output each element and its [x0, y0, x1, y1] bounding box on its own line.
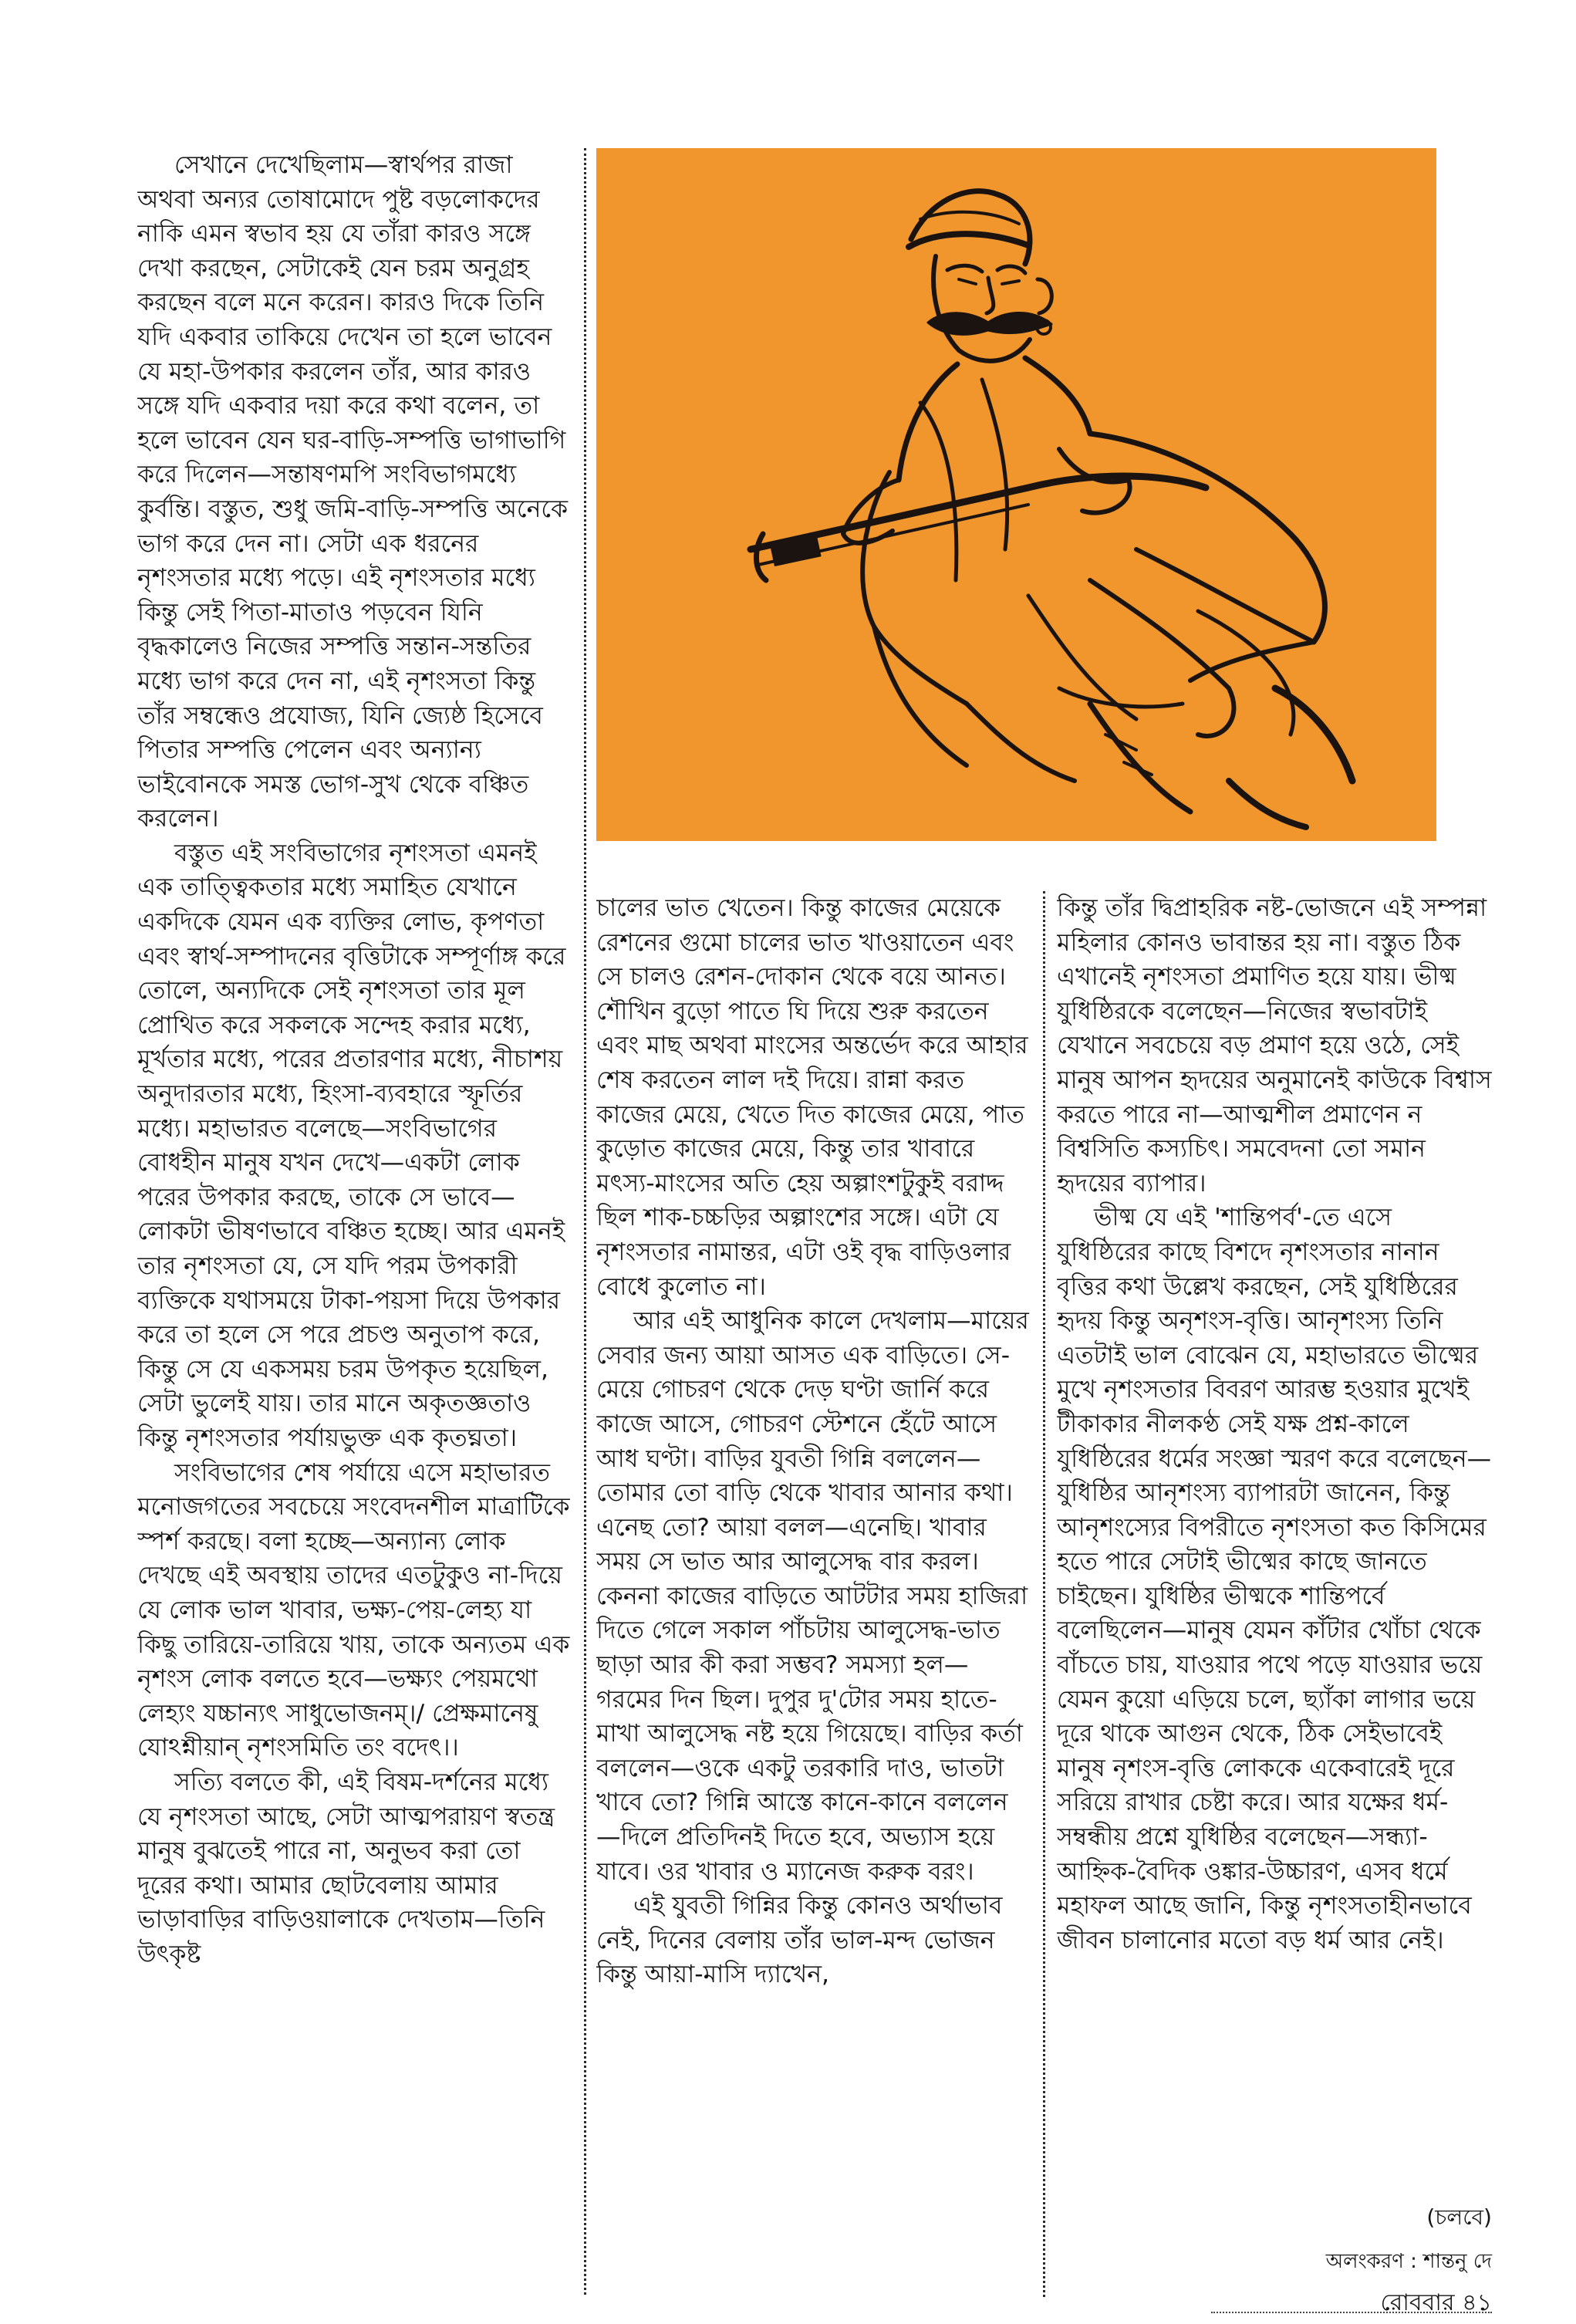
illustration-credit: অলংকরণ : শান্তনু দে — [1325, 2250, 1492, 2273]
article-column-1 — [137, 148, 574, 2295]
column-divider-1 — [584, 148, 586, 2295]
paragraph: এই যুবতী গিন্নির কিন্তু কোনও অর্থাভাব নেই, দিনের বেলায় তাঁর ভাল-মন্দ ভোজন কিন্তু আয়া-মাসি দ্যাখেন, — [596, 1892, 1003, 1989]
illustration-background — [596, 148, 1436, 841]
article-column-3 — [1057, 891, 1492, 2203]
paragraph: ভীষ্ম যে এই 'শান্তিপর্ব'-তে এসে যুধিষ্ঠিরের কাছে বিশদে নৃশংসতার নানান বৃত্তির কথা উল্লেখ করছেন, সেই যুধিষ্ঠিরের হৃদয় কিন্তু অনৃশংস-বৃত্তি। আনৃশংস্য তিনি এতটাই ভাল বোঝেন যে, মহাভারতে ভীষ্মের মুখে নৃশংসতার বিবরণ আরম্ভ হওয়ার মুখেই টীকাকার নীলকণ্ঠ সেই যক্ষ প্রশ্ন-কালে যুধিষ্ঠিরের ধর্মের সংজ্ঞা স্মরণ করে বলেছেন—যুধিষ্ঠির আনৃশংস্য ব্যাপারটা জানেন, কিন্তু আনৃশংস্যের বিপরীতে নৃশংসতা কত কিসিমের হতে পারে সেটাই ভীষ্মের কাছে জানতে চাইছেন। যুধিষ্ঠির ভীষ্মকে শান্তিপর্বে বলেছিলেন—মানুষ যেমন কাঁটার খোঁচা থেকে বাঁচতে চায়, যাওয়ার পথে পড়ে যাওয়ার ভয়ে যেমন কুয়ো এড়িয়ে চলে, ছ্যাঁকা লাগার ভয়ে দূরে থাকে আগুন থেকে, ঠিক সেইভাবেই মানুষ নৃশংস-বৃত্তি লোককে একেবারেই দূরে সরিয়ে রাখার চেষ্টা করে। আর যক্ষের ধর্ম-সম্বন্ধীয় প্রশ্নে যুধিষ্ঠির বলেছেন—সন্ধ্যা-আহ্নিক-বৈদিক ওঙ্কার-উচ্চারণ, এসব ধর্মে মহাফল আছে জানি, কিন্তু নৃশংসতাহীনভাবে জীবন চালানোর মতো বড় ধর্ম আর নেই। — [1057, 1204, 1492, 1954]
article-column-2 — [596, 891, 1031, 2297]
paragraph: সত্যি বলতে কী, এই বিষম-দর্শনের মধ্যে যে নৃশংসতা আছে, সেটা আত্মপরায়ণ স্বতন্ত্র মানুষ বুঝতেই পারে না, অনুভব করা তো দূরের কথা। আমার ছোটবেলায় আমার ভাড়াবাড়ির বাড়িওয়ালাকে দেখতাম—তিনি উৎকৃষ্ট — [137, 1768, 555, 1968]
paragraph: সেখানে দেখেছিলাম—স্বার্থপর রাজা অথবা অন্যর তোষামোদে পুষ্ট বড়লোকদের নাকি এমন স্বভাব হয় যে তাঁরা কারও সঙ্গে দেখা করছেন, সেটাকেই যেন চরম অনুগ্রহ করছেন বলে মনে করেন। কারও দিকে তিনি যদি একবার তাকিয়ে দেখেন তা হলে ভাবেন যে মহা-উপকার করলেন তাঁর, আর কারও সঙ্গে যদি একবার দয়া করে কথা বলেন, তা হলে ভাবেন যেন ঘর-বাড়ি-সম্পত্তি ভাগাভাগি করে দিলেন—সন্তাষণমপি সংবিভাগমধ্যে কুর্বন্তি। বস্তুত, শুধু জমি-বাড়ি-সম্পত্তি অনেকে ভাগ করে দেন না। সেটা এক ধরনের নৃশংসতার মধ্যে পড়ে। এই নৃশংসতার মধ্যে কিন্তু সেই পিতা-মাতাও পড়বেন যিনি বৃদ্ধকালেও নিজের সম্পত্তি সন্তান-সন্ততির মধ্যে ভাগ করে দেন না, এই নৃশংসতা কিন্তু তাঁর সম্বন্ধেও প্রযোজ্য, যিনি জ্যেষ্ঠ হিসেবে পিতার সম্পত্তি পেলেন এবং অন্যান্য ভাইবোনকে সমস্ত ভোগ-সুখ থেকে বঞ্চিত করলেন। — [137, 151, 569, 833]
paragraph: সংবিভাগের শেষ পর্যায়ে এসে মহাভারত মনোজগতের সবচেয়ে সংবেদনশীল মাত্রাটিকে স্পর্শ করছে। বলা হচ্ছে—অন্যান্য লোক দেখছে এই অবস্থায় তাদের এতটুকুও না-দিয়ে যে লোক ভাল খাবার, ভক্ষ্য-পেয়-লেহ্য যা কিছু তারিয়ে-তারিয়ে খায়, তাকে অন্যতম এক নৃশংস লোক বলতে হবে—ভক্ষ্যং পেয়মথো লেহ্যং যচ্চান্যৎ সাধুভোজনম্।/ প্রেক্ষমানেষু যোঽশ্নীয়ান্ নৃশংসমিতি তং বদেৎ।। — [137, 1458, 570, 1762]
paragraph: চালের ভাত খেতেন। কিন্তু কাজের মেয়েকে রেশনের গুমো চালের ভাত খাওয়াতেন এবং সে চালও রেশন-দোকান থেকে বয়ে আনত। শৌখিন বুড়ো পাতে ঘি দিয়ে শুরু করতেন এবং মাছ অথবা মাংসের অন্তর্ভেদ করে আহার শেষ করতেন লাল দই দিয়ে। রান্না করত কাজের মেয়ে, খেতে দিত কাজের মেয়ে, পাত কুড়োত কাজের মেয়ে, কিন্তু তার খাবারে মৎস্য-মাংসের অতি হেয় অল্পাংশটুকুই বরাদ্দ ছিল শাক-চচ্চড়ির অল্পাংশের সঙ্গে। এটা যে নৃশংসতার নামান্তর, এটা ওই বৃদ্ধ বাড়িওলার বোধে কুলোত না। — [596, 894, 1028, 1301]
illustration-panel — [596, 148, 1436, 841]
publication-name: রোববার — [1380, 2289, 1455, 2316]
to-be-continued-note: (চলবে) — [1426, 2204, 1492, 2230]
column-divider-2 — [1043, 891, 1045, 2297]
paragraph: কিন্তু তাঁর দ্বিপ্রাহরিক নষ্ট-ভোজনে এই সম্পন্না মহিলার কোনও ভাবান্তর হয় না। বস্তুত ঠিক এখানেই নৃশংসতা প্রমাণিত হয়ে যায়। ভীষ্ম যুধিষ্ঠিরকে বলেছেন—নিজের স্বভাবটাই যেখানে সবচেয়ে বড় প্রমাণ হয়ে ওঠে, সেই মানুষ আপন হৃদয়ের অনুমানেই কাউকে বিশ্বাস করতে পারে না—আত্মশীল প্রমাণেন ন বিশ্বসিতি কস্যচিৎ। সমবেদনা তো সমান হৃদয়ের ব্যাপার। — [1057, 894, 1492, 1197]
paragraph: আর এই আধুনিক কালে দেখলাম—মায়ের সেবার জন্য আয়া আসত এক বাড়িতে। সে-মেয়ে গোচরণ থেকে দেড় ঘণ্টা জার্নি করে কাজে আসে, গোচরণ স্টেশনে হেঁটে আসে আধ ঘণ্টা। বাড়ির যুবতী গিন্নি বললেন—তোমার তো বাড়ি থেকে খাবার আনার কথা। এনেছ তো? আয়া বলল—এনেছি। খাবার সময় সে ভাত আর আলুসেদ্ধ বার করল। কেননা কাজের বাড়িতে আটটার সময় হাজিরা দিতে গেলে সকাল পাঁচটায় আলুসেদ্ধ-ভাত ছাড়া আর কী করা সম্ভব? সমস্যা হল—গরমের দিন ছিল। দুপুর দু'টোর সময় হাতে-মাখা আলুসেদ্ধ নষ্ট হয়ে গিয়েছে। বাড়ির কর্তা বললেন—ওকে একটু তরকারি দাও, ভাতটা খাবে তো? গিন্নি আস্তে কানে-কানে বললেন—দিলে প্রতিদিনই দিতে হবে, অভ্যাস হয়ে যাবে। ওর খাবার ও ম্যানেজ করুক বরং। — [596, 1307, 1029, 1886]
footer-rule — [1211, 2312, 1492, 2313]
page-number: ৪১ — [1462, 2289, 1492, 2316]
page-footer — [1304, 2284, 1492, 2323]
paragraph: বস্তুত এই সংবিভাগের নৃশংসতা এমনই এক তাত্ত্বিকতার মধ্যে সমাহিত যেখানে একদিকে যেমন এক ব্যক্তির লোভ, কৃপণতা এবং স্বার্থ-সম্পাদনের বৃত্তিটাকে সম্পূর্ণাঙ্গ করে তোলে, অন্যদিকে সেই নৃশংসতা তার মূল প্রোথিত করে সকলকে সন্দেহ করার মধ্যে, মূর্খতার মধ্যে, পরের প্রতারণার মধ্যে, নীচাশয় অনুদারতার মধ্যে, হিংসা-ব্যবহারে স্ফূর্তির মধ্যে। মহাভারত বলেছে—সংবিভাগের বোধহীন মানুষ যখন দেখে—একটা লোক পরের উপকার করছে, তাকে সে ভাবে—লোকটা ভীষণভাবে বঞ্চিত হচ্ছে। আর এমনই তার নৃশংসতা যে, সে যদি পরম উপকারী ব্যক্তিকে যথাসময়ে টাকা-পয়সা দিয়ে উপকার করে তা হলে সে পরে প্রচণ্ড অনুতাপ করে, কিন্তু সে যে একসময় চরম উপকৃত হয়েছিল, সেটা ভুলেই যায়। তার মানে অকৃতজ্ঞতাও কিন্তু নৃশংসতার পর্যায়ভুক্ত এক কৃতঘ্নতা। — [137, 839, 566, 1452]
warrior-illustration — [596, 148, 1436, 841]
